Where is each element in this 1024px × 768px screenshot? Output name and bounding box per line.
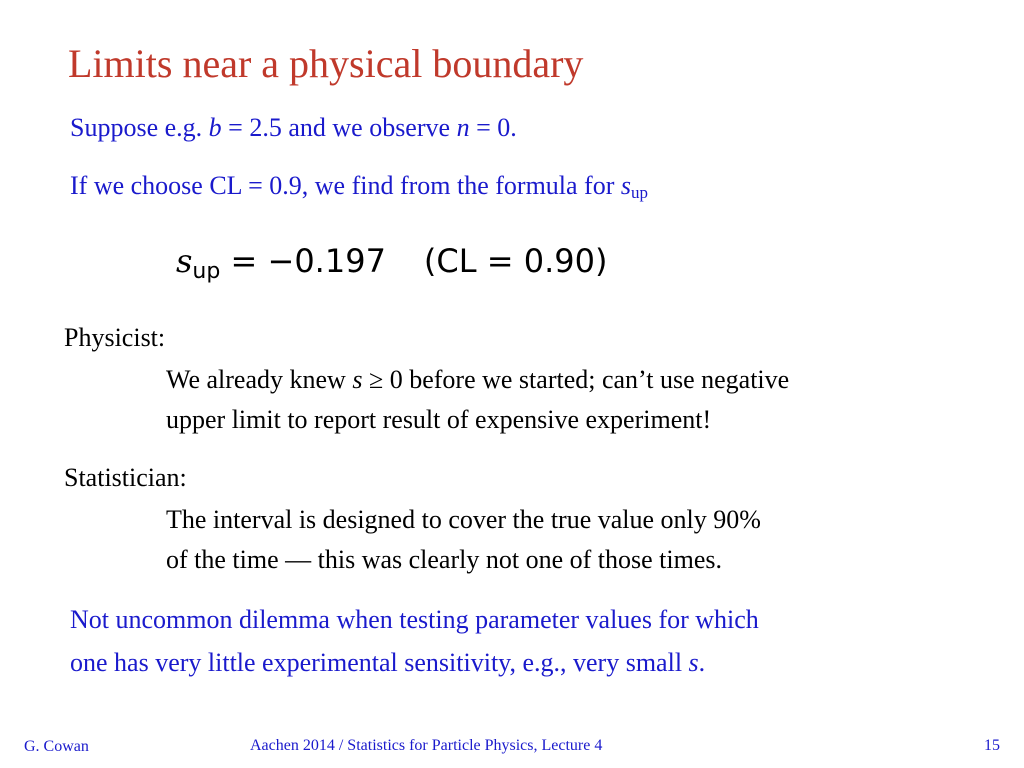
physicist-label: Physicist: (64, 323, 166, 352)
physicist-var-s: s (352, 365, 363, 394)
conclusion-line1: Not uncommon dilemma when testing parameter values for which (70, 605, 759, 634)
line-choose-cl-pre: If we choose CL = 0.9, we find from the formula for (70, 171, 621, 200)
physicist-text-line1 (166, 365, 789, 395)
var-b: b (208, 113, 222, 142)
footer-author: G. Cowan (24, 738, 89, 755)
line-suppose-mid: = 2.5 and we observe (221, 113, 457, 142)
slide-title: Limits near a physical boundary (68, 41, 584, 86)
conclusion-line2 (70, 648, 705, 678)
var-s-subscript: up (631, 183, 648, 202)
physicist-text-post: ≥ 0 before we started; can’t use negative (362, 365, 790, 394)
var-s: s (620, 171, 631, 200)
var-n: n (456, 113, 470, 142)
line-suppose-pre: Suppose e.g. (70, 113, 209, 142)
line-suppose (70, 113, 517, 143)
footer-page-number: 15 (984, 737, 1000, 754)
formula-value: = −0.197 (220, 242, 386, 280)
statistician-text-line1: The interval is designed to cover the true value only 90% (166, 505, 761, 534)
formula-var: s (176, 242, 193, 280)
statistician-label: Statistician: (64, 463, 187, 492)
line-choose-cl (70, 171, 648, 203)
formula-cl: (CL = 0.90) (423, 242, 608, 280)
formula-subscript: up (192, 259, 221, 284)
conclusion-text-pre: one has very little experimental sensitivity, e.g., very small (70, 648, 689, 677)
physicist-text-line2: upper limit to report result of expensive experiment! (166, 405, 712, 434)
statistician-text-line2: of the time — this was clearly not one of those times. (166, 545, 722, 574)
footer-course: Aachen 2014 / Statistics for Particle Physics, Lecture 4 (250, 737, 603, 754)
line-suppose-post: = 0. (469, 113, 517, 142)
formula-s-up (176, 242, 607, 284)
conclusion-text-post: . (698, 648, 706, 677)
physicist-text-pre: We already knew (166, 365, 353, 394)
conclusion-var-s: s (688, 648, 699, 677)
